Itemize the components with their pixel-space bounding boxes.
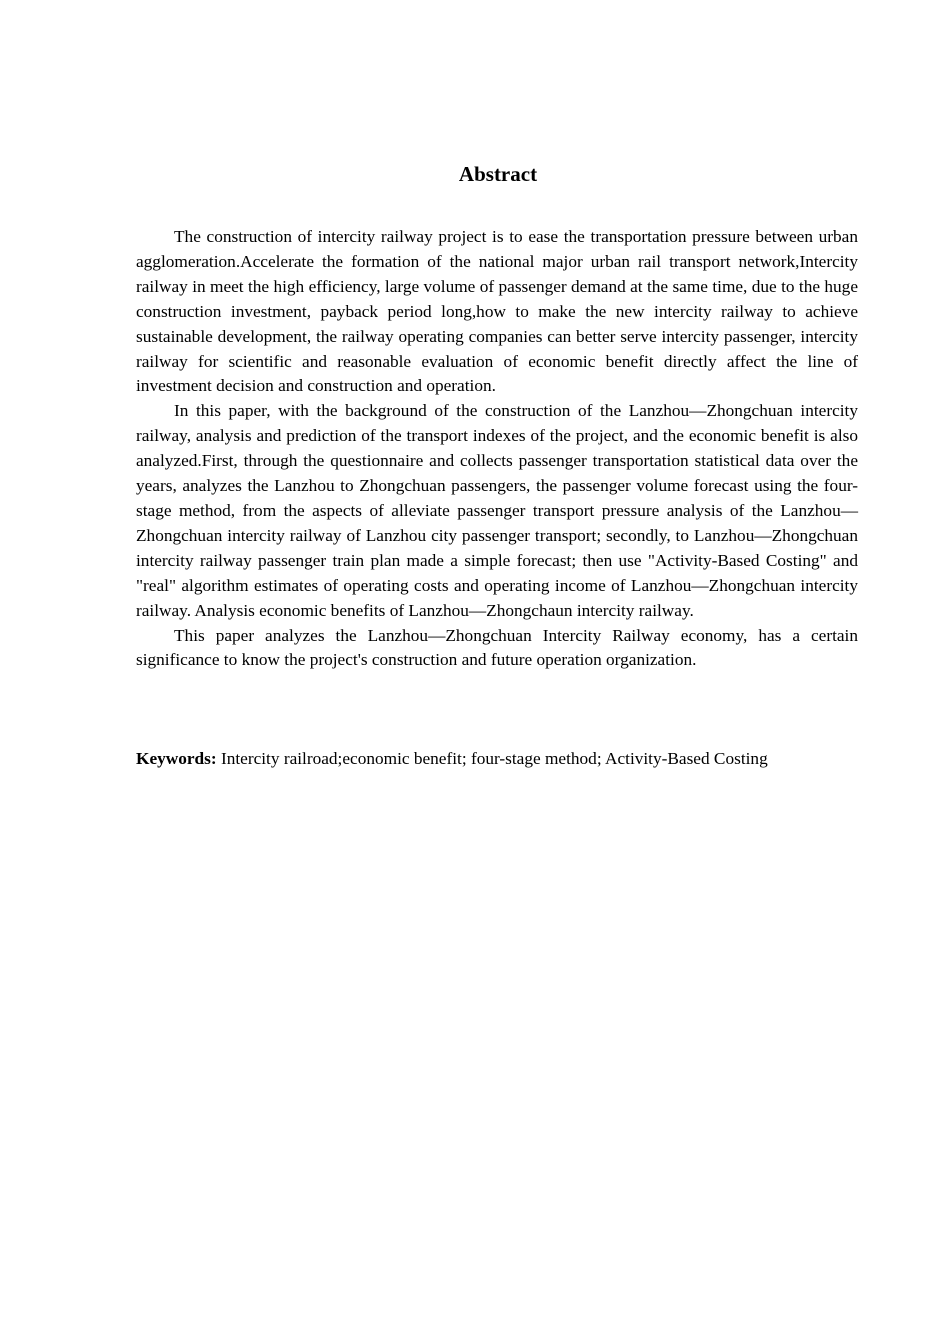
keywords-text: Intercity railroad;economic benefit; four-stage method; Activity-Based Costing [220, 749, 768, 768]
abstract-paragraph-3: This paper analyzes the Lanzhou—Zhongchuan Intercity Railway economy, has a certain significance to know the project's construction and future operation organization. [136, 625, 858, 670]
keywords-label: Keywords: [136, 749, 217, 768]
abstract-body [136, 225, 858, 673]
abstract-paragraph-1: The construction of intercity railway project is to ease the transportation pressure between urban agglomeration.Accelerate the formation of the national major urban rail transport network,Intercity railway in meet the high efficiency, large volume of passenger demand at the same time, due to the huge construction investment, payback period long,how to make the new intercity railway to achieve sustainable development, the railway operating companies can better serve intercity passenger, intercity railway for scientific and reasonable evaluation of economic benefit directly affect the line of investment decision and construction and operation. [136, 227, 858, 396]
keywords-line [136, 747, 858, 772]
abstract-heading: Abstract [458, 162, 538, 186]
abstract-paragraph-2: In this paper, with the background of the construction of the Lanzhou—Zhongchuan intercity railway, analysis and prediction of the transport indexes of the project, and the economic benefit is also analyzed.First, through the questionnaire and collects passenger transportation statistical data over the years, analyzes the Lanzhou to Zhongchuan passengers, the passenger volume forecast using the four-stage method, from the aspects of alleviate passenger transport pressure analysis of the Lanzhou—Zhongchuan intercity railway of Lanzhou city passenger transport; secondly, to Lanzhou—Zhongchuan intercity railway passenger train plan made a simple forecast; then use "Activity-Based Costing" and "real" algorithm estimates of operating costs and operating income of Lanzhou—Zhongchuan intercity railway. Analysis economic benefits of Lanzhou—Zhongchaun intercity railway. [136, 401, 858, 620]
